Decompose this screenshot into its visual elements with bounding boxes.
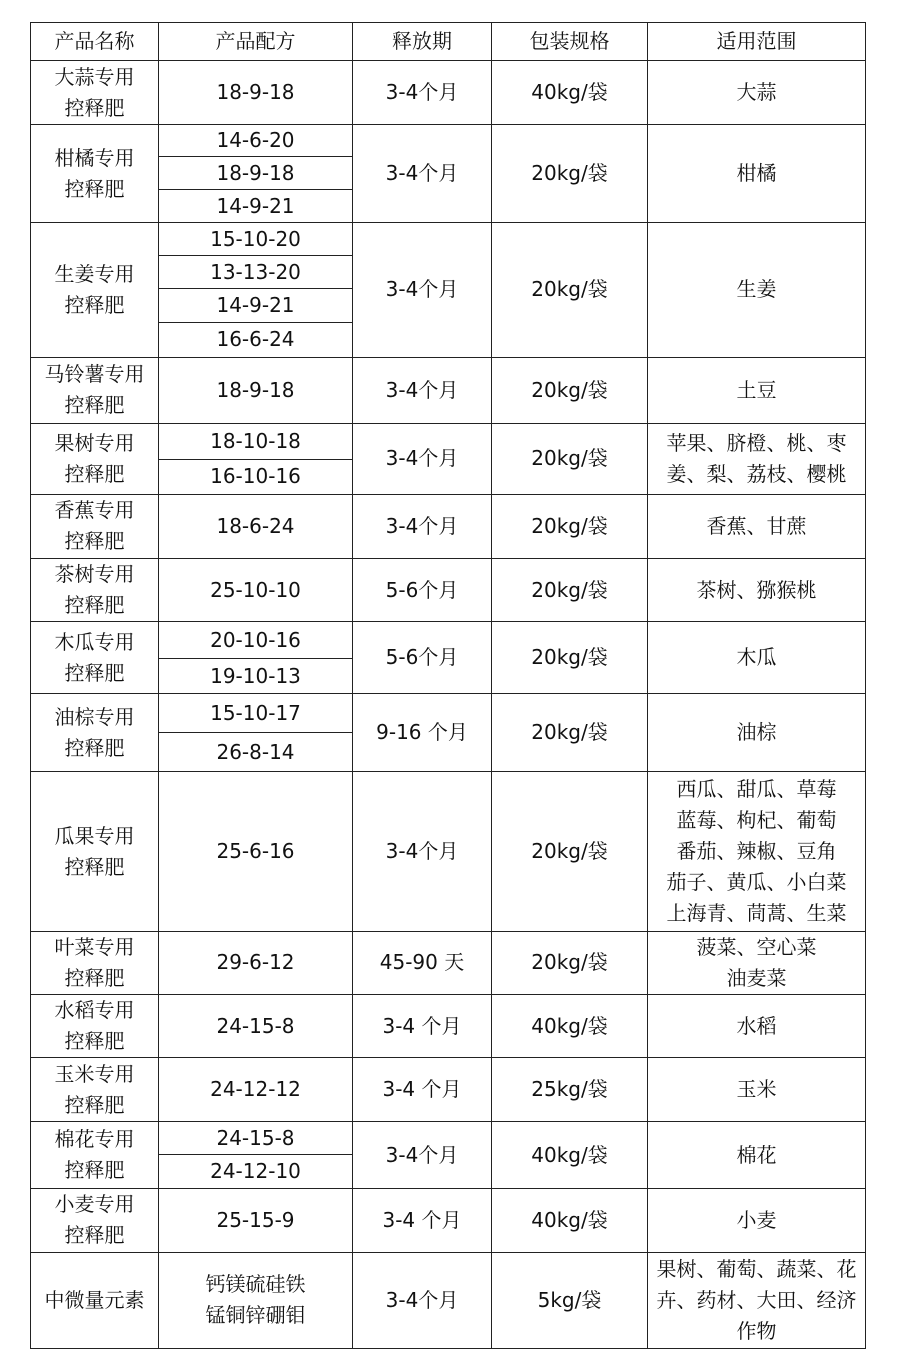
table-row	[31, 223, 866, 256]
application-scope-cell: 柑橘	[648, 125, 866, 223]
package-spec-cell: 40kg/袋	[492, 994, 648, 1057]
formula-cell: 26-8-14	[159, 733, 353, 772]
formula-cell: 24-15-8	[159, 994, 353, 1057]
application-scope-cell: 茶树、猕猴桃	[648, 559, 866, 622]
header-package-spec: 包装规格	[492, 23, 648, 61]
formula-cell: 24-15-8	[159, 1122, 353, 1155]
product-name-cell: 柑橘专用 控释肥	[31, 125, 159, 223]
product-name-cell: 叶菜专用 控释肥	[31, 931, 159, 994]
table-row	[31, 61, 866, 125]
table-header-row	[31, 23, 866, 61]
product-name-cell: 木瓜专用 控释肥	[31, 622, 159, 694]
application-scope-cell: 木瓜	[648, 622, 866, 694]
header-product-name: 产品名称	[31, 23, 159, 61]
table-row	[31, 357, 866, 423]
application-scope-cell: 菠菜、空心菜 油麦菜	[648, 931, 866, 994]
release-period-cell: 3-4个月	[353, 61, 492, 125]
table-row	[31, 494, 866, 558]
formula-cell: 19-10-13	[159, 659, 353, 694]
application-scope-cell: 小麦	[648, 1189, 866, 1252]
formula-cell: 18-9-18	[159, 157, 353, 190]
table-row	[31, 125, 866, 157]
product-name-cell: 大蒜专用 控释肥	[31, 61, 159, 125]
formula-cell: 16-10-16	[159, 459, 353, 494]
application-scope-cell: 香蕉、甘蔗	[648, 494, 866, 558]
package-spec-cell: 20kg/袋	[492, 694, 648, 772]
application-scope-cell: 生姜	[648, 223, 866, 357]
header-formula: 产品配方	[159, 23, 353, 61]
release-period-cell: 3-4个月	[353, 772, 492, 931]
product-name-cell: 小麦专用 控释肥	[31, 1189, 159, 1252]
package-spec-cell: 20kg/袋	[492, 559, 648, 622]
table-row	[31, 1058, 866, 1122]
release-period-cell: 3-4个月	[353, 1252, 492, 1348]
package-spec-cell: 20kg/袋	[492, 357, 648, 423]
application-scope-cell: 玉米	[648, 1058, 866, 1122]
product-name-cell: 油棕专用 控释肥	[31, 694, 159, 772]
table-row	[31, 1189, 866, 1252]
table-row	[31, 694, 866, 733]
formula-cell: 钙镁硫硅铁 锰铜锌硼钼	[159, 1252, 353, 1348]
formula-cell: 25-10-10	[159, 559, 353, 622]
application-scope-cell: 土豆	[648, 357, 866, 423]
package-spec-cell: 20kg/袋	[492, 423, 648, 494]
release-period-cell: 5-6个月	[353, 622, 492, 694]
package-spec-cell: 40kg/袋	[492, 1122, 648, 1189]
application-scope-cell: 棉花	[648, 1122, 866, 1189]
package-spec-cell: 20kg/袋	[492, 772, 648, 931]
product-name-cell: 茶树专用 控释肥	[31, 559, 159, 622]
formula-cell: 16-6-24	[159, 322, 353, 357]
fertilizer-product-table	[30, 22, 866, 1349]
package-spec-cell: 20kg/袋	[492, 223, 648, 357]
release-period-cell: 3-4个月	[353, 125, 492, 223]
release-period-cell: 5-6个月	[353, 559, 492, 622]
package-spec-cell: 20kg/袋	[492, 931, 648, 994]
formula-cell: 25-15-9	[159, 1189, 353, 1252]
application-scope-cell: 果树、葡萄、蔬菜、花 卉、药材、大田、经济 作物	[648, 1252, 866, 1348]
release-period-cell: 9-16 个月	[353, 694, 492, 772]
release-period-cell: 3-4个月	[353, 357, 492, 423]
header-application-scope: 适用范围	[648, 23, 866, 61]
package-spec-cell: 25kg/袋	[492, 1058, 648, 1122]
release-period-cell: 3-4 个月	[353, 994, 492, 1057]
formula-cell: 15-10-17	[159, 694, 353, 733]
formula-cell: 18-9-18	[159, 61, 353, 125]
formula-cell: 24-12-10	[159, 1155, 353, 1189]
product-name-cell: 马铃薯专用 控释肥	[31, 357, 159, 423]
formula-cell: 18-6-24	[159, 494, 353, 558]
application-scope-cell: 大蒜	[648, 61, 866, 125]
table-row	[31, 931, 866, 994]
release-period-cell: 3-4个月	[353, 223, 492, 357]
formula-cell: 24-12-12	[159, 1058, 353, 1122]
application-scope-cell: 苹果、脐橙、桃、枣 姜、梨、荔枝、樱桃	[648, 423, 866, 494]
package-spec-cell: 20kg/袋	[492, 494, 648, 558]
application-scope-cell: 油棕	[648, 694, 866, 772]
release-period-cell: 3-4 个月	[353, 1058, 492, 1122]
product-name-cell: 水稻专用 控释肥	[31, 994, 159, 1057]
formula-cell: 29-6-12	[159, 931, 353, 994]
release-period-cell: 3-4个月	[353, 494, 492, 558]
formula-cell: 14-9-21	[159, 190, 353, 223]
product-name-cell: 棉花专用 控释肥	[31, 1122, 159, 1189]
table-row	[31, 772, 866, 931]
package-spec-cell: 40kg/袋	[492, 1189, 648, 1252]
product-name-cell: 香蕉专用 控释肥	[31, 494, 159, 558]
product-name-cell: 果树专用 控释肥	[31, 423, 159, 494]
product-name-cell: 中微量元素	[31, 1252, 159, 1348]
formula-cell: 18-9-18	[159, 357, 353, 423]
formula-cell: 14-9-21	[159, 289, 353, 322]
formula-cell: 14-6-20	[159, 125, 353, 157]
table-row	[31, 559, 866, 622]
release-period-cell: 3-4个月	[353, 423, 492, 494]
table-row	[31, 622, 866, 659]
package-spec-cell: 20kg/袋	[492, 125, 648, 223]
table-row	[31, 1122, 866, 1155]
application-scope-cell: 水稻	[648, 994, 866, 1057]
header-release-period: 释放期	[353, 23, 492, 61]
application-scope-cell: 西瓜、甜瓜、草莓 蓝莓、枸杞、葡萄 番茄、辣椒、豆角 茄子、黄瓜、小白菜 上海青、茼蒿、生菜	[648, 772, 866, 931]
product-name-cell: 玉米专用 控释肥	[31, 1058, 159, 1122]
package-spec-cell: 5kg/袋	[492, 1252, 648, 1348]
release-period-cell: 45-90 天	[353, 931, 492, 994]
formula-cell: 13-13-20	[159, 256, 353, 289]
package-spec-cell: 40kg/袋	[492, 61, 648, 125]
product-name-cell: 生姜专用 控释肥	[31, 223, 159, 357]
formula-cell: 25-6-16	[159, 772, 353, 931]
formula-cell: 20-10-16	[159, 622, 353, 659]
release-period-cell: 3-4个月	[353, 1122, 492, 1189]
table-row	[31, 1252, 866, 1348]
product-name-cell: 瓜果专用 控释肥	[31, 772, 159, 931]
table-row	[31, 994, 866, 1057]
table-row	[31, 423, 866, 459]
package-spec-cell: 20kg/袋	[492, 622, 648, 694]
release-period-cell: 3-4 个月	[353, 1189, 492, 1252]
formula-cell: 18-10-18	[159, 423, 353, 459]
formula-cell: 15-10-20	[159, 223, 353, 256]
